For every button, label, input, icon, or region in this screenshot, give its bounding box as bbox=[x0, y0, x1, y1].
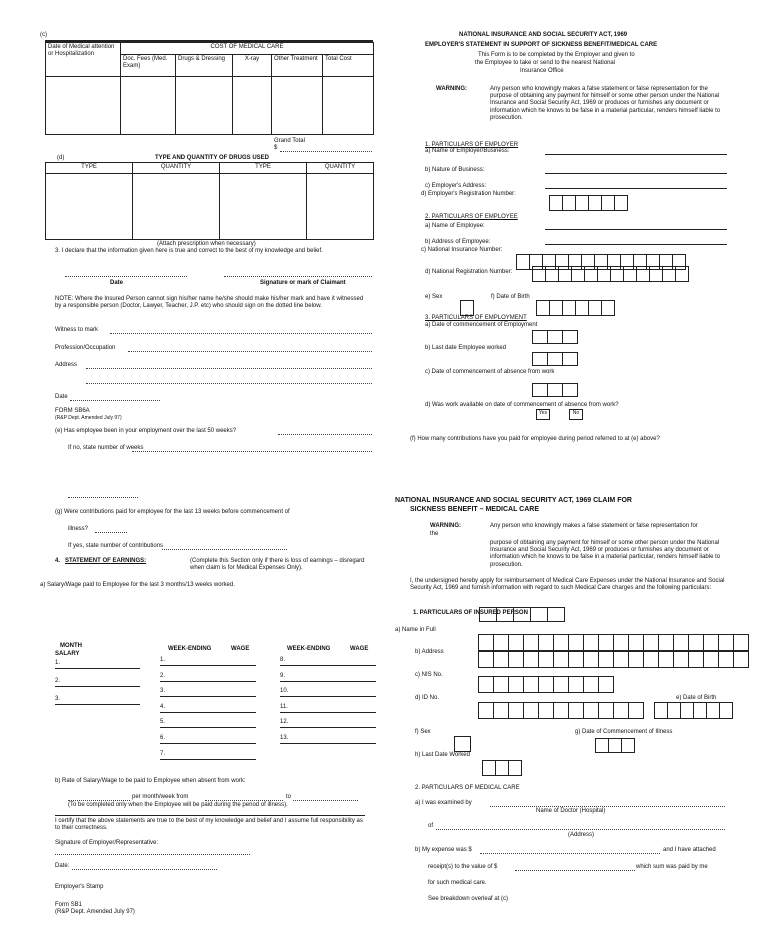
signature-employer-label: Signature of Employer/Representative: bbox=[55, 840, 159, 846]
employee-address-label: b) Address of Employee: bbox=[425, 239, 491, 245]
week-row-number: 10. bbox=[280, 688, 289, 695]
signature-field[interactable] bbox=[224, 276, 372, 277]
question-g-illness: illness? bbox=[68, 526, 89, 532]
see-breakdown-label: See breakdown overleaf at (c) bbox=[428, 896, 509, 902]
week-row-field[interactable] bbox=[160, 759, 256, 760]
instruction-line: Insurance Office bbox=[520, 68, 564, 74]
employer-name-label: a) Name of Employer/Business: bbox=[425, 148, 510, 154]
statement-number: 4. bbox=[55, 558, 61, 564]
address-field[interactable] bbox=[86, 368, 372, 369]
sex-label: e) Sex bbox=[425, 294, 443, 300]
address-label: Address bbox=[55, 362, 78, 368]
receipts-field[interactable] bbox=[515, 870, 635, 871]
section-d-label: (d) bbox=[57, 155, 65, 161]
employer-address-field[interactable] bbox=[545, 188, 727, 189]
dollar-sign: $ bbox=[274, 145, 278, 151]
last-date-label: b) Last date Employee worked bbox=[425, 345, 507, 351]
id-no-boxes[interactable] bbox=[478, 702, 643, 719]
drugs-col-quantity: QUANTITY bbox=[307, 163, 374, 174]
week-row-number: 4. bbox=[160, 703, 166, 710]
week-row-number: 5. bbox=[160, 719, 166, 726]
month-field[interactable] bbox=[55, 686, 140, 687]
table-cell[interactable] bbox=[176, 77, 233, 135]
name-in-full-label: a) Name in Full bbox=[395, 627, 436, 633]
warning-label-2: WARNING: bbox=[430, 523, 461, 529]
table-cell[interactable] bbox=[46, 174, 133, 240]
col-week-ending: WEEK-ENDING bbox=[168, 646, 212, 652]
week-row-field[interactable] bbox=[280, 712, 376, 713]
rate-field[interactable] bbox=[68, 800, 130, 801]
employer-statement-title: EMPLOYER'S STATEMENT IN SUPPORT OF SICKNESS BENEFIT/MEDICAL CARE bbox=[425, 42, 658, 48]
examined-by-label: a) I was examined by bbox=[415, 800, 472, 806]
cost-of-medical-care-header: COST OF MEDICAL CARE bbox=[121, 43, 374, 55]
national-reg-boxes[interactable] bbox=[532, 266, 688, 282]
commencement-label: a) Date of commencement of Employment bbox=[425, 322, 538, 328]
week-row-field[interactable] bbox=[280, 696, 376, 697]
date2-label: Date bbox=[55, 394, 68, 400]
sex-label-2: f) Sex bbox=[415, 729, 431, 735]
yes-box[interactable]: Yes bbox=[536, 409, 550, 420]
employers-stamp: Employer's Stamp bbox=[55, 884, 104, 890]
table-cell[interactable] bbox=[133, 174, 220, 240]
commencement-boxes[interactable] bbox=[532, 330, 577, 344]
employer-address-label: c) Employer's Address: bbox=[425, 183, 487, 189]
claim-subtitle: SICKNESS BENEFIT – MEDICAL CARE bbox=[410, 506, 539, 513]
form-sb1: Form SB1 bbox=[55, 902, 83, 908]
week-row-number: 7. bbox=[160, 750, 166, 757]
address-field-2[interactable] bbox=[86, 383, 372, 384]
month-field[interactable] bbox=[55, 704, 140, 705]
last-worked-boxes[interactable] bbox=[482, 760, 521, 776]
month-row: 1. bbox=[55, 660, 61, 666]
address-label-2: b) Address bbox=[415, 649, 444, 655]
attach-note: (Attach prescription when necessary) bbox=[157, 241, 256, 247]
table-cell[interactable] bbox=[307, 174, 374, 240]
sex-box-2[interactable] bbox=[454, 736, 470, 752]
expense-label: b) My expense was $ bbox=[415, 847, 472, 853]
illness-commence-label: g) Date of Commencement of Illness bbox=[575, 729, 673, 735]
id-no-label: d) ID No. bbox=[415, 695, 440, 701]
date2-field[interactable] bbox=[70, 400, 160, 401]
sec2-medical-care: 2. PARTICULARS OF MEDICAL CARE bbox=[415, 785, 520, 791]
question-e-no: If no, state number of weeks bbox=[68, 445, 144, 451]
weeks-field[interactable] bbox=[132, 451, 372, 452]
question-g: (g) Were contributions paid for employee for the last 13 weeks before commencement of bbox=[55, 509, 290, 515]
doctor-name-caption: Name of Doctor (Hospital) bbox=[536, 808, 606, 814]
week-row-field[interactable] bbox=[160, 681, 256, 682]
expense-field[interactable] bbox=[480, 853, 660, 854]
dob-boxes-2[interactable] bbox=[654, 702, 732, 719]
table-cell[interactable] bbox=[323, 77, 374, 135]
col-wage: WAGE bbox=[350, 646, 369, 652]
employee-address-field[interactable] bbox=[545, 244, 727, 245]
section-c-label: (c) bbox=[40, 32, 47, 38]
col-date-of-medical: Date of Medical attention or Hospitalization bbox=[46, 43, 121, 77]
week-row-number: 2. bbox=[160, 672, 166, 679]
week-row-number: 8. bbox=[280, 657, 286, 663]
col-wage: WAGE bbox=[231, 646, 250, 652]
statement-earnings-title: STATEMENT OF EARNINGS: bbox=[65, 558, 147, 564]
month-field[interactable] bbox=[55, 668, 140, 669]
week-row-field[interactable] bbox=[280, 681, 376, 682]
sec1-insured: 1. PARTICULARS OF INSURED PERSON bbox=[413, 610, 528, 616]
last-date-boxes[interactable] bbox=[532, 352, 577, 366]
name-boxes[interactable] bbox=[478, 634, 748, 651]
drugs-col-quantity: QUANTITY bbox=[133, 163, 220, 174]
employee-name-field[interactable] bbox=[545, 229, 727, 230]
from-field[interactable] bbox=[205, 800, 283, 801]
claim-title: NATIONAL INSURANCE AND SOCIAL SECURITY ACT, 1969 CLAIM FOR bbox=[395, 497, 632, 504]
employer-reg-label: d) Employer's Registration Number: bbox=[421, 191, 516, 197]
address-boxes[interactable] bbox=[478, 651, 748, 668]
col-xray: X-ray bbox=[233, 55, 272, 77]
col-week-ending: WEEK-ENDING bbox=[287, 646, 331, 652]
drugs-table bbox=[45, 162, 374, 240]
week-row-field[interactable] bbox=[160, 727, 256, 728]
witness-label: Witness to mark bbox=[55, 327, 99, 333]
profession-field[interactable] bbox=[128, 351, 372, 352]
week-row-number: 13. bbox=[280, 735, 289, 741]
instruction-line: This Form is to be completed by the Employer and given to bbox=[478, 52, 635, 58]
grand-total-label: Grand Total bbox=[274, 138, 305, 144]
last-date-worked-label: h) Last Date Worked bbox=[415, 752, 470, 758]
week-row-field[interactable] bbox=[160, 665, 256, 666]
week-row-field[interactable] bbox=[280, 743, 376, 744]
receipts-label: receipt(s) to the value of $ bbox=[428, 864, 498, 870]
grand-total-field[interactable] bbox=[280, 151, 372, 152]
absence-boxes[interactable] bbox=[532, 383, 577, 397]
table-cell[interactable] bbox=[272, 77, 323, 135]
illness-boxes[interactable] bbox=[595, 738, 634, 753]
of-label: of bbox=[428, 823, 434, 829]
week-row-field[interactable] bbox=[160, 712, 256, 713]
nis-number-label: c) National Insurance Number: bbox=[421, 247, 503, 253]
employer-reg-boxes[interactable] bbox=[549, 195, 627, 211]
address-caption: (Address) bbox=[568, 832, 595, 838]
to-field[interactable] bbox=[293, 800, 358, 801]
signature-label: Signature or mark of Claimant bbox=[260, 280, 346, 286]
table-cell[interactable] bbox=[121, 77, 176, 135]
week-row-field[interactable] bbox=[160, 743, 256, 744]
profession-label: Profession/Occupation bbox=[55, 345, 116, 351]
employer-name-field[interactable] bbox=[545, 154, 727, 155]
col-other-treatment: Other Treatment bbox=[272, 55, 323, 77]
apply-text: I, the undersigned hereby apply for reimbursement of Medical Care Expenses under the National Insurance and Social Security Act, 1969 and furnish information with regard to such Medical Care charges and the following particulars: bbox=[410, 578, 725, 592]
extra-field[interactable] bbox=[68, 497, 138, 498]
date3-label: Date: bbox=[55, 863, 70, 869]
statement-note: (Complete this Section only if there is loss of earnings – disregard when claim is for Medical Expenses Only). bbox=[190, 558, 365, 572]
nature-business-field[interactable] bbox=[545, 173, 727, 174]
dob-boxes[interactable] bbox=[536, 300, 614, 316]
month-row: 2. bbox=[55, 678, 61, 684]
act-title: NATIONAL INSURANCE AND SOCIAL SECURITY ACT, 1969 bbox=[459, 32, 628, 38]
week-row-number: 3. bbox=[160, 688, 166, 695]
week-row-number: 1. bbox=[160, 657, 166, 663]
national-reg-label: d) National Registration Number: bbox=[425, 269, 513, 275]
sec2-employee: 2. PARTICULARS OF EMPLOYEE bbox=[425, 214, 518, 220]
week-row-number: 6. bbox=[160, 735, 166, 741]
col-month: MONTH bbox=[60, 643, 82, 649]
question-a-salary: a) Salary/Wage paid to Employee for the last 3 months/13 weeks worked. bbox=[40, 582, 235, 588]
to-label: to bbox=[286, 794, 292, 800]
work-available-label: d) Was work available on date of commencement of absence from work? bbox=[425, 402, 619, 408]
doctor-field[interactable] bbox=[490, 806, 725, 807]
form-amended: (R&P Dept. Amended July 97) bbox=[55, 415, 122, 421]
attached-label: and I have attached bbox=[663, 847, 716, 853]
form-sb1-amended: (R&P Dept. Amended July 97) bbox=[55, 909, 135, 915]
warning-text: Any person who knowingly makes a false statement or false representation for the purpose of obtaining any payment for himself or some other person under the National Insurance and Social Security Act, 1969 or produces or furnishes any document or information which he knows to be false in a material particular, renders himself liable to prosecution. bbox=[490, 86, 721, 121]
signature-employer-field[interactable] bbox=[55, 854, 250, 855]
warning-label: WARNING: bbox=[436, 86, 467, 92]
week-row-number: 11. bbox=[280, 703, 288, 710]
question-e-field[interactable] bbox=[278, 434, 372, 435]
table-cell[interactable] bbox=[220, 174, 307, 240]
insured-decor-boxes bbox=[479, 607, 564, 622]
week-row-field[interactable] bbox=[280, 665, 376, 666]
rule bbox=[55, 815, 365, 816]
medical-cost-table bbox=[45, 42, 374, 135]
week-row-number: 12. bbox=[280, 719, 289, 726]
sec1-employer: 1. PARTICULARS OF EMPLOYER bbox=[425, 142, 519, 148]
drugs-title: TYPE AND QUANTITY OF DRUGS USED bbox=[155, 155, 270, 161]
date-field[interactable] bbox=[65, 276, 187, 277]
sex-box[interactable] bbox=[460, 300, 473, 316]
which-sum-label: which sum was paid by me bbox=[636, 864, 708, 870]
week-row-field[interactable] bbox=[280, 727, 376, 728]
date3-field[interactable] bbox=[72, 869, 217, 870]
col-doc-fees: Doc. Fees (Med. Exam) bbox=[121, 55, 176, 77]
certify-text: I certify that the above statements are true to the best of my knowledge and belief and I assume full responsibility as to their correctness. bbox=[55, 818, 363, 832]
per-week-note: (To be completed only when the Employee will be paid during the period of illness). bbox=[68, 802, 288, 808]
nature-business-label: b) Nature of Business: bbox=[425, 167, 485, 173]
col-total-cost: Total Cost bbox=[323, 55, 374, 77]
table-cell[interactable] bbox=[233, 77, 272, 135]
nis-no-boxes[interactable] bbox=[478, 676, 613, 693]
warning-line-1: Any person who knowingly makes a false statement or false representation for bbox=[490, 523, 698, 529]
warning-the: the bbox=[430, 531, 439, 537]
per-week-label: per month/week from bbox=[132, 794, 189, 800]
drugs-col-type: TYPE bbox=[46, 163, 133, 174]
col-salary: SALARY bbox=[55, 651, 80, 657]
dob-label: f) Date of Birth bbox=[491, 294, 530, 300]
no-box[interactable]: No bbox=[569, 409, 583, 420]
table-cell[interactable] bbox=[46, 77, 121, 135]
warning-rest: purpose of obtaining any payment for himself or some other person under the National Insurance and Social Security Act, 1969 or produces or furnishes any document or information which he knows to be false in a material particular, renders himself liable to prosecution. bbox=[490, 540, 721, 568]
absence-label: c) Date of commencement of absence from work bbox=[425, 369, 555, 375]
for-such-label: for such medical care. bbox=[428, 880, 487, 886]
question-e: (e) Has employee been in your employment over the last 50 weeks? bbox=[55, 428, 237, 434]
declaration-text: 3. I declare that the information given here is true and correct to the best of my knowledge and belief. bbox=[55, 248, 323, 254]
date-label: Date bbox=[110, 280, 124, 286]
contributions-field[interactable] bbox=[162, 549, 287, 550]
week-row-field[interactable] bbox=[160, 696, 256, 697]
week-row-number: 9. bbox=[280, 672, 286, 679]
dob-label-2: e) Date of Birth bbox=[676, 695, 717, 701]
nis-no-label: c) NIS No. bbox=[415, 672, 443, 678]
instruction-line: the Employee to take or send to the nearest National bbox=[475, 60, 616, 66]
question-f: (f) How many contributions have you paid for employee during period referred to at (e) above? bbox=[410, 436, 660, 442]
col-drugs: Drugs & Dressing bbox=[176, 55, 233, 77]
sec3-employment: 3. PARTICULARS OF EMPLOYMENT bbox=[425, 315, 527, 321]
witness-field[interactable] bbox=[110, 333, 372, 334]
illness-field[interactable] bbox=[95, 532, 127, 533]
form-sb6a: FORM SB6A bbox=[55, 408, 90, 414]
employee-name-label: a) Name of Employee: bbox=[425, 223, 485, 229]
note-text: NOTE: Where the Insured Person cannot sign his/her name he/she should make his/her mark and have it witnessed by a responsible person (Doctor, Lawyer, Teacher, J.P. etc) who should sign on the dotted line below. bbox=[55, 296, 364, 310]
question-b-rate: b) Rate of Salary/Wage to be paid to Employee when absent from work: bbox=[55, 778, 246, 784]
month-row: 3. bbox=[55, 696, 61, 702]
of-address-field[interactable] bbox=[436, 829, 725, 830]
question-g-yes: If yes, state number of contributions bbox=[68, 543, 164, 549]
drugs-col-type: TYPE bbox=[220, 163, 307, 174]
